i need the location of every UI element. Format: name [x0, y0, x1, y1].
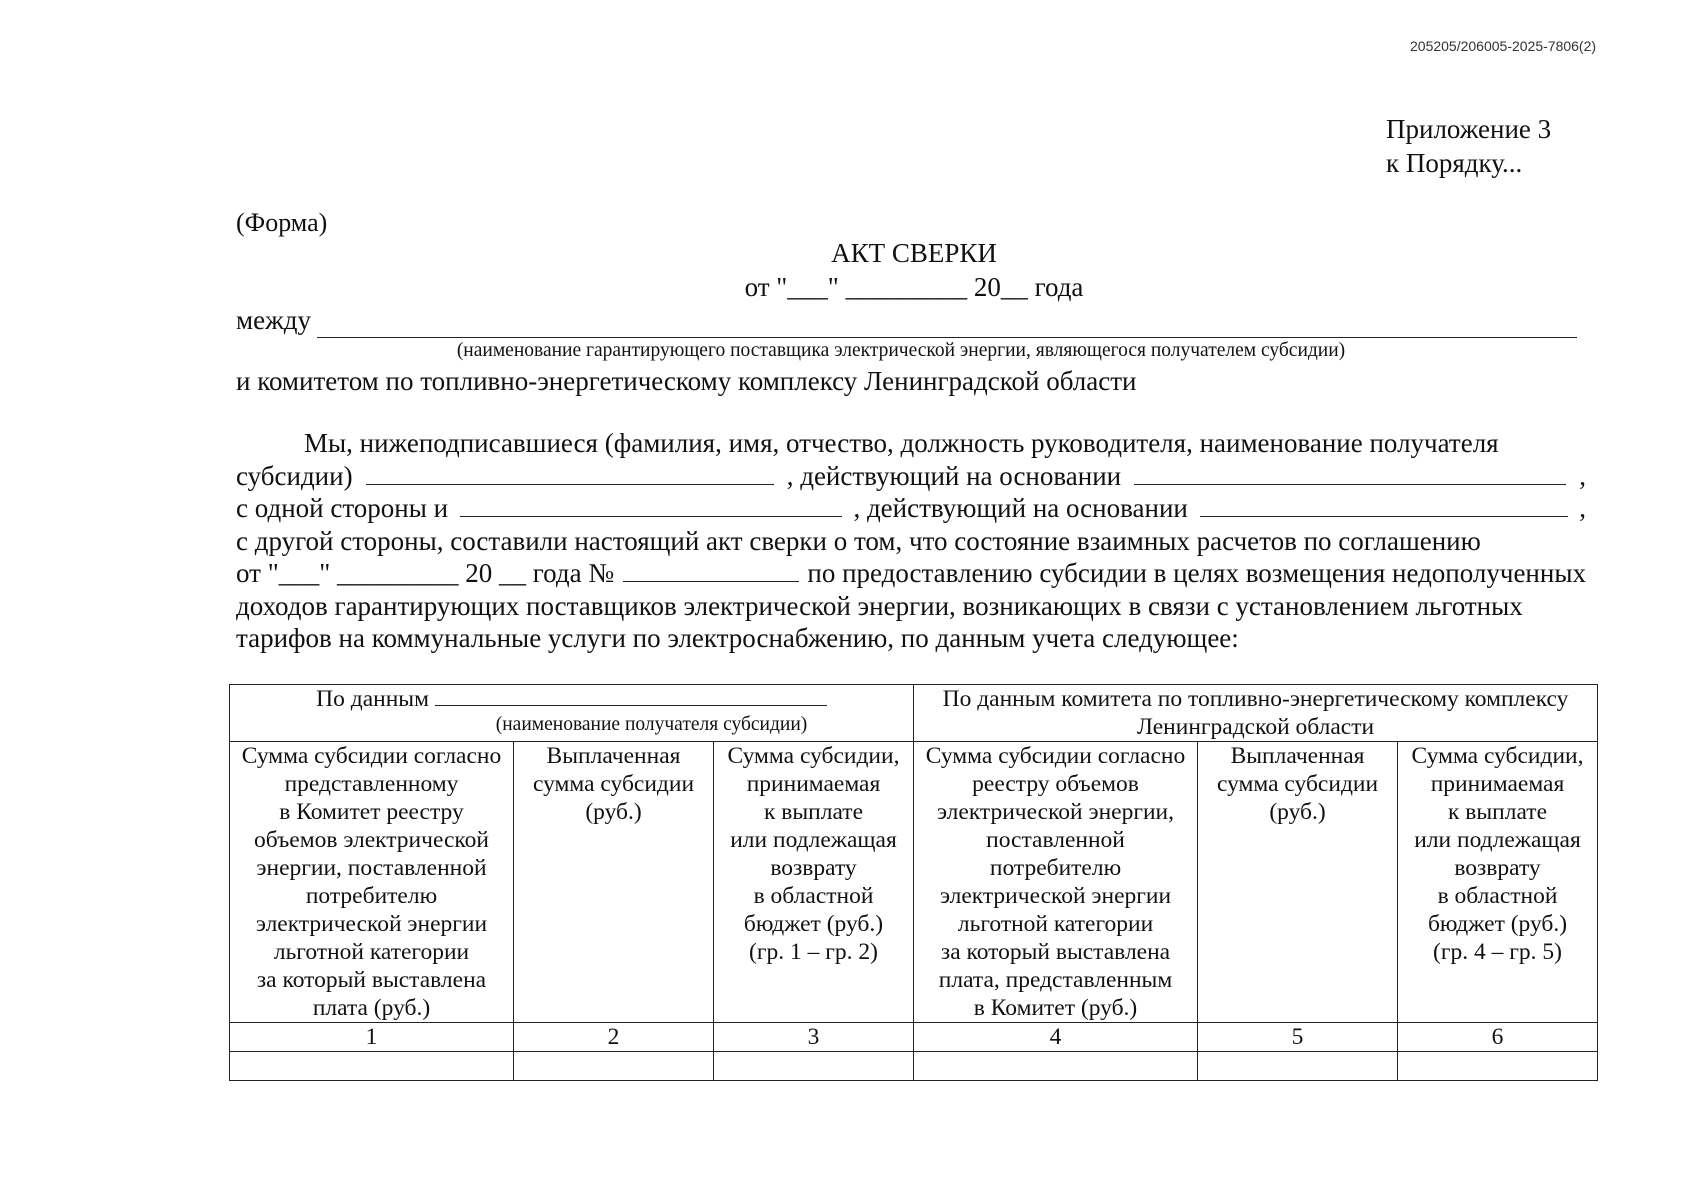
column-header-line: Сумма субсидии,: [727, 743, 900, 769]
table-row: [230, 1052, 1598, 1081]
column-header-line: плата, представленным: [938, 967, 1173, 993]
agreement-number-blank: [623, 561, 799, 582]
column-number: 3: [714, 1023, 914, 1052]
appendix-line-2: к Порядку...: [1386, 148, 1523, 178]
paragraph-text: , действующий на основании: [786, 460, 1122, 491]
paragraph-line-2: [236, 460, 1586, 493]
paragraph-line-4: [236, 525, 1586, 558]
table-cell[interactable]: [1398, 1052, 1598, 1081]
column-header-line: возврату: [770, 855, 857, 881]
column-header: [1198, 742, 1398, 1023]
column-header-line: сумма субсидии: [532, 771, 695, 797]
column-number: 4: [914, 1023, 1198, 1052]
column-header-line: или подлежащая: [730, 827, 897, 853]
date-line: от "___" _________ 20__ года: [744, 272, 1084, 302]
paragraph-text: по предоставлению субсидии в целях возмещения недополученных: [807, 558, 1586, 588]
committee-data-header: [914, 685, 1598, 742]
column-header: [1398, 742, 1598, 1023]
supplier-caption: (наименование гарантирующего поставщика электрической энергии, являющегося получателем субсидии): [456, 340, 1346, 361]
column-header-line: поставленной: [986, 827, 1125, 853]
column-number: 6: [1398, 1023, 1598, 1052]
column-header-line: Выплаченная: [546, 743, 681, 769]
column-header-line: принимаемая: [1430, 771, 1565, 797]
table-cell[interactable]: [514, 1052, 714, 1081]
column-header-line: электрической энергии: [255, 911, 488, 937]
column-number: 5: [1198, 1023, 1398, 1052]
column-header-line: льготной категории: [273, 939, 470, 965]
committee-header-line-1: По данным комитета по топливно-энергетическому комплексу: [942, 686, 1569, 712]
table-cell[interactable]: [230, 1052, 514, 1081]
column-header-line: бюджет (руб.): [743, 911, 884, 937]
column-header-line: (руб.): [585, 799, 642, 825]
column-header-line: энергии, поставленной: [256, 855, 487, 881]
table-column-header-row: [230, 742, 1598, 1023]
paragraph-line-6: [236, 590, 1586, 623]
paragraph-text: от "___" _________ 20 __ года №: [236, 558, 615, 588]
paragraph-text: тарифов на коммунальные услуги по электроснабжению, по данным учета следующее:: [236, 623, 1239, 653]
column-header-line: в Комитет реестру: [279, 799, 464, 825]
recipient-data-header: [230, 685, 914, 742]
column-header-line: льготной категории: [957, 911, 1154, 937]
column-number: 1: [230, 1023, 514, 1052]
recipient-name-blank: [435, 687, 827, 706]
column-header-line: Сумма субсидии,: [1411, 743, 1584, 769]
column-number-row: [230, 1023, 1598, 1052]
column-header-line: за который выставлена: [940, 939, 1171, 965]
column-header: [714, 742, 914, 1023]
paragraph-text: , действующий на основании: [853, 493, 1188, 523]
column-header-line: представленному: [284, 771, 459, 797]
column-header-line: Выплаченная: [1230, 743, 1365, 769]
column-header-line: (гр. 4 – гр. 5): [1433, 939, 1562, 965]
paragraph-line-1: [236, 427, 1586, 460]
column-header-line: потребителю: [305, 883, 438, 909]
column-header-line: объемов электрической: [254, 827, 489, 853]
paragraph-line-5: [236, 557, 1586, 590]
recipient-header-caption: (наименование получателя субсидии): [495, 714, 808, 735]
table-cell[interactable]: [714, 1052, 914, 1081]
paragraph-text: с другой стороны, составили настоящий акт сверки о том, что состояние взаимных расчетов по соглашению: [236, 525, 1481, 556]
paragraph-text: доходов гарантирующих поставщиков электрической энергии, возникающих в связи с установлением льготных: [236, 590, 1523, 621]
paragraph-text: субсидии): [236, 460, 353, 491]
column-header-line: к выплате: [764, 799, 864, 825]
paragraph-text: Мы, нижеподписавшиеся (фамилия, имя, отчество, должность руководителя, наименование получателя: [304, 428, 1499, 458]
column-header: [230, 742, 514, 1023]
column-header-line: бюджет (руб.): [1427, 911, 1568, 937]
committee-person-blank: [460, 496, 842, 517]
basis-blank-1: [1134, 464, 1566, 485]
recipient-person-blank: [366, 464, 774, 485]
column-header-line: электрической энергии: [939, 883, 1172, 909]
column-header-line: Сумма субсидии согласно: [925, 743, 1186, 769]
paragraph-text: с одной стороны и: [236, 493, 449, 523]
reconciliation-paragraph: [236, 427, 1586, 655]
table-cell[interactable]: [1198, 1052, 1398, 1081]
appendix-line-1: Приложение 3: [1386, 114, 1552, 144]
column-header-line: Сумма субсидии согласно: [241, 743, 502, 769]
recipient-header-prefix: По данным: [316, 686, 429, 712]
committee-line: и комитетом по топливно-энергетическому комплексу Ленинградской области: [236, 366, 1137, 396]
column-header-line: электрической энергии,: [937, 799, 1175, 825]
column-header: [514, 742, 714, 1023]
column-header-line: в областной: [1437, 883, 1558, 909]
table-cell[interactable]: [914, 1052, 1198, 1081]
column-number: 2: [514, 1023, 714, 1052]
column-header-line: к выплате: [1448, 799, 1548, 825]
column-header-line: (гр. 1 – гр. 2): [749, 939, 878, 965]
form-label: (Форма): [236, 208, 328, 237]
column-header: [914, 742, 1198, 1023]
column-header-line: потребителю: [989, 855, 1122, 881]
column-header-line: или подлежащая: [1414, 827, 1581, 853]
column-header-line: за который выставлена: [256, 967, 487, 993]
column-header-line: (руб.): [1269, 799, 1326, 825]
paragraph-text: ,: [1579, 493, 1586, 523]
committee-header-line-2: Ленинградской области: [1136, 714, 1375, 740]
reconciliation-table: [229, 684, 1598, 1081]
column-header-line: возврату: [1454, 855, 1541, 881]
paragraph-text: ,: [1579, 460, 1586, 491]
column-header-line: в областной: [753, 883, 874, 909]
appendix-reference: [1386, 112, 1551, 180]
column-header-line: в Комитет (руб.): [973, 995, 1138, 1021]
column-header-line: принимаемая: [746, 771, 881, 797]
basis-blank-2: [1200, 496, 1568, 517]
supplier-name-blank: [317, 337, 1577, 338]
column-header-line: реестру объемов: [972, 771, 1139, 797]
between-label: между: [236, 305, 311, 335]
paragraph-line-7: [236, 622, 1586, 655]
column-header-line: плата (руб.): [312, 995, 431, 1021]
column-header-line: сумма субсидии: [1216, 771, 1379, 797]
document-number: 205205/206005-2025-7806(2): [1410, 38, 1597, 54]
table-header-row: [230, 685, 1598, 742]
document-title: АКТ СВЕРКИ: [831, 238, 997, 268]
paragraph-line-3: [236, 492, 1586, 525]
